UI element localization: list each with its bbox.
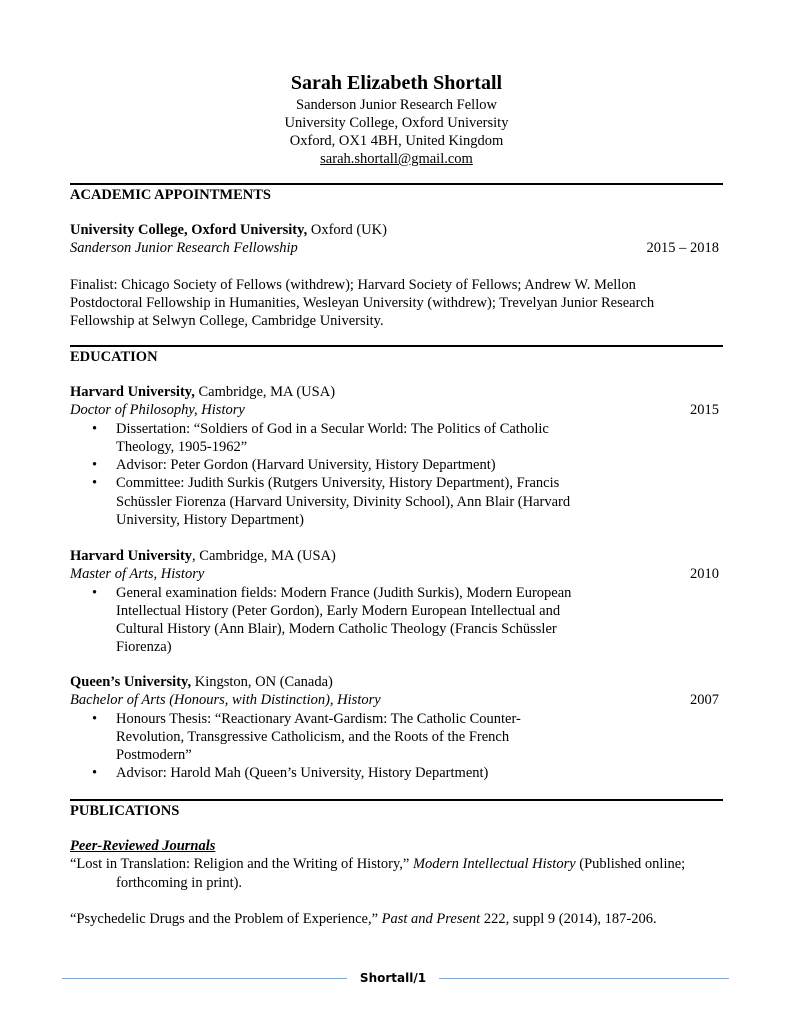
section-heading-appointments: ACADEMIC APPOINTMENTS — [70, 183, 723, 204]
header-position: Sanderson Junior Research Fellow — [296, 97, 497, 113]
section-heading-education: EDUCATION — [70, 345, 723, 366]
education-degree: Master of Arts, History — [70, 566, 205, 583]
publication-item: “Psychedelic Drugs and the Problem of Experience,” Past and Present 222, suppl 9 (2014), 187-206. — [70, 910, 657, 927]
list-item: • Honours Thesis: “Reactionary Avant-Gardism: The Catholic Counter-Revolution, Transgressive Catholicism, and the Roots of the French Postmodern” — [70, 710, 556, 765]
list-item: • Dissertation: “Soldiers of God in a Secular World: The Politics of Catholic Theology, 1905-1962” — [70, 420, 586, 457]
list-item: • Advisor: Harold Mah (Queen’s University, History Department) — [70, 764, 616, 782]
footer-rule-left — [62, 978, 347, 979]
person-name: Sarah Elizabeth Shortall — [290, 72, 503, 94]
list-item: • Committee: Judith Surkis (Rutgers University, History Department), Francis Schüssler Fiorenza (Harvard University, Divinity School), Ann Blair (Harvard University, History Department) — [70, 474, 586, 529]
cv-header — [70, 70, 723, 168]
education-year: 2010 — [690, 566, 719, 583]
finalist-note: Finalist: Chicago Society of Fellows (withdrew); Harvard Society of Fellows; Andrew W. Mellon Postdoctoral Fellowship in Humanities, Wesleyan University (withdrew); Trevelyan Junior Research Fellowship at Selwyn College, Cambridge University. — [70, 276, 655, 330]
education-year: 2007 — [690, 692, 719, 709]
education-degree: Doctor of Philosophy, History — [70, 402, 245, 419]
publication-item: “Lost in Translation: Religion and the Writing of History,” Modern Intellectual History (Published online; forthcoming in print). — [70, 856, 686, 891]
education-degree: Bachelor of Arts (Honours, with Distinction), History — [70, 692, 381, 709]
header-institution: University College, Oxford University — [284, 115, 509, 131]
education-bullets — [70, 584, 723, 657]
appointment-title: Sanderson Junior Research Fellowship — [70, 240, 298, 257]
email-link[interactable]: sarah.shortall@gmail.com — [320, 151, 473, 167]
education-entry-ma — [70, 547, 723, 657]
education-bullets — [70, 710, 723, 783]
education-entry-phd — [70, 383, 723, 529]
appointment-dates: 2015 – 2018 — [646, 240, 719, 257]
education-institution: Harvard University, Cambridge, MA (USA) — [70, 548, 336, 564]
footer-rule-right — [439, 978, 729, 979]
appointment-institution: University College, Oxford University, Oxford (UK) — [70, 222, 387, 238]
page-number: Shortall/1 — [359, 971, 427, 985]
list-item: • General examination fields: Modern France (Judith Surkis), Modern European Intellectual History (Peter Gordon), Early Modern European Intellectual and Cultural History (Ann Blair), Modern Catholic Theology (Francis Schüssler Fiorenza) — [70, 584, 576, 657]
section-heading-publications: PUBLICATIONS — [70, 799, 723, 820]
header-address: Oxford, OX1 4BH, United Kingdom — [289, 133, 504, 149]
publications-subheading: Peer-Reviewed Journals — [70, 838, 216, 854]
education-institution: Harvard University, Cambridge, MA (USA) — [70, 384, 336, 400]
page-footer — [62, 970, 729, 986]
appointment-entry — [70, 221, 723, 330]
education-year: 2015 — [690, 402, 719, 419]
education-entry-ba — [70, 673, 723, 783]
education-institution: Queen’s University, Kingston, ON (Canada) — [70, 674, 333, 690]
list-item: • Advisor: Peter Gordon (Harvard University, History Department) — [70, 456, 616, 474]
publications-list — [70, 837, 723, 928]
education-bullets — [70, 420, 723, 530]
